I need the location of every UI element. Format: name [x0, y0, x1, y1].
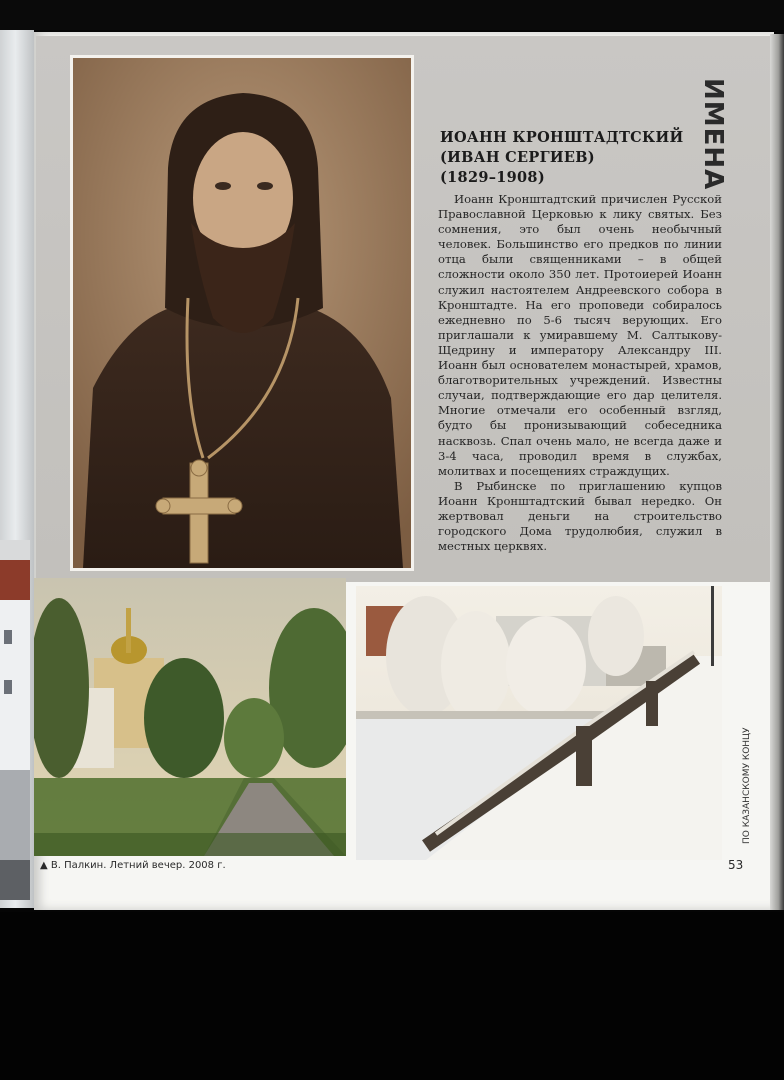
portrait-photo [70, 55, 414, 571]
page-number: 53 [728, 858, 744, 872]
book-right-edge [770, 34, 784, 910]
photo-caption: ▲ В. Палкин. Летний вечер. 2008 г. [40, 860, 226, 871]
article-years: (1829–1908) [440, 169, 545, 186]
article-body [438, 192, 722, 554]
section-label-text: ПО КАЗАНСКОМУ КОНЦУ [742, 727, 752, 844]
article-paragraph-2: В Рыбинске по приглашению купцов Иоанн Кронштадтский бывал нередко. Он жертвовал деньги на строительство городского Дома трудолюбия, служил в местных церквях. [438, 478, 722, 554]
article-title-line2: (ИВАН СЕРГИЕВ) [440, 149, 595, 166]
rubric-text: ИМЕНА [698, 78, 728, 191]
painting-summer-evening [34, 578, 346, 856]
scan-background-top [0, 0, 784, 30]
article-paragraph-1: Иоанн Кронштадтский причислен Русской Православной Церковью к лику святых. Без сомнения, это был очень необычный человек. Большинство его предков по линии отца были священниками – в общей сложности около 350 лет. Протоиерей Иоанн служил настоятелем Андреевского собора в Кронштадте. На его проповеди собиралось ежедневно по 5-6 тысяч верующих. Его приглашали к умиравшему М. Салтыкову-Щедрину и императору Александру III. Иоанн был основателем монастырей, храмов, благотворительных учреждений. Известны случаи, подтверждающие его дар целителя. Многие отмечали его особенный взгляд, будто бы пронизывающий собеседника насквозь. Спал очень мало, не всегда даже и 3-4 часа, проводил время в службах, молитвах и посещениях страждущих. [438, 192, 722, 478]
winter-embankment-photo [356, 586, 722, 860]
article-heading [440, 128, 710, 188]
scan-background-bottom [0, 912, 784, 1080]
section-label [732, 727, 752, 846]
article-title-line1: ИОАНН КРОНШТАДТСКИЙ [440, 129, 684, 146]
facing-page-photo-fragment [0, 540, 30, 900]
